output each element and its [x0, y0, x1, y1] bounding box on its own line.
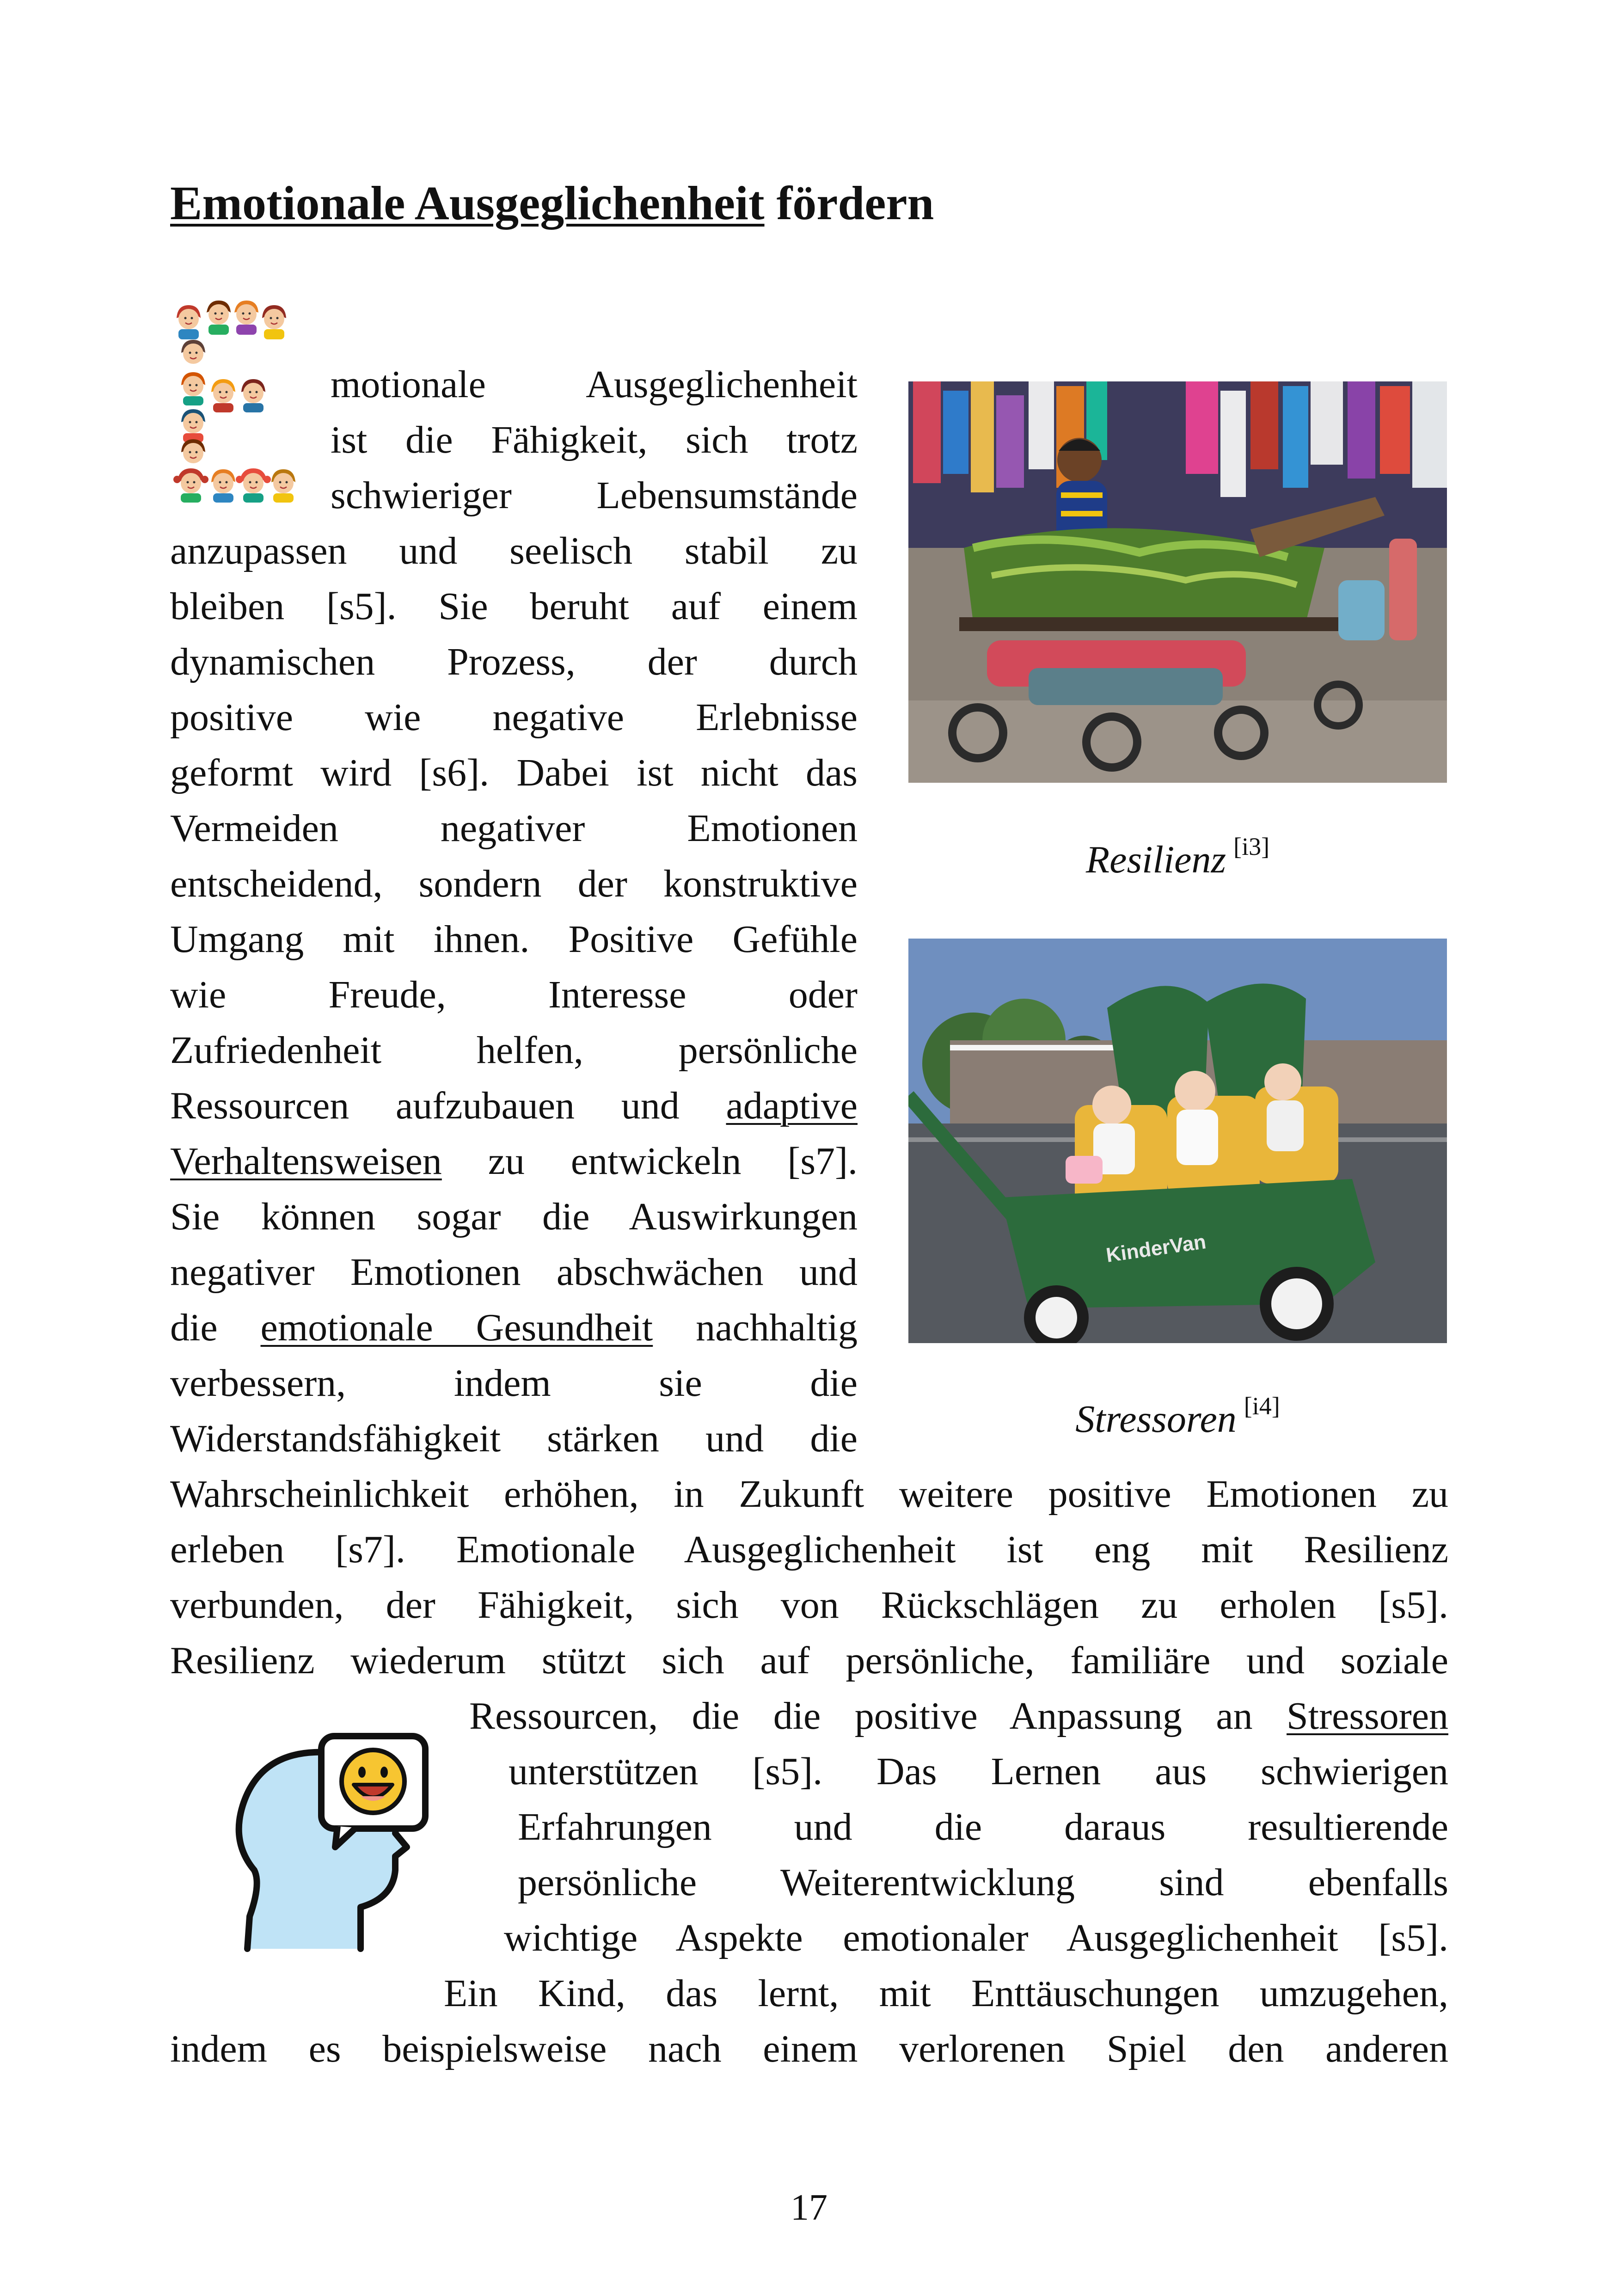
- page-title-underlined: Emotionale Ausgeglichenheit: [170, 177, 765, 230]
- text-line: ist die Fähigkeit, sich trotz: [331, 418, 858, 461]
- text-segment: die: [170, 1306, 218, 1349]
- text-line: bleiben [s5]. Sie beruht auf einem: [170, 585, 858, 628]
- text-line: negativer Emotionen abschwächen und: [170, 1251, 858, 1294]
- text-segment-underlined: emotionale Gesundheit: [260, 1306, 653, 1349]
- stressoren-photo: [908, 939, 1447, 1343]
- text-line: anzupassen und seelisch stabil zu: [170, 529, 858, 572]
- text-line: Ein Kind, das lernt, mit Enttäuschungen umzugehen,: [444, 1972, 1448, 2015]
- text-line: erleben [s7]. Emotionale Ausgeglichenheit ist eng mit Resilienz: [170, 1528, 1448, 1571]
- text-line: persönliche Weiterentwicklung sind ebenfalls: [518, 1861, 1448, 1904]
- text-segment: zu entwickeln [s7].: [488, 1140, 858, 1183]
- resilienz-caption-ref: [i3]: [1233, 833, 1270, 860]
- text-line: Erfahrungen und die daraus resultierende: [518, 1805, 1448, 1848]
- text-line: [170, 1084, 858, 1127]
- text-line: [469, 1694, 1448, 1737]
- text-line: Widerstandsfähigkeit stärken und die: [170, 1417, 858, 1460]
- text-line: Vermeiden negativer Emotionen: [170, 807, 858, 850]
- text-line: Umgang mit ihnen. Positive Gefühle: [170, 918, 858, 961]
- resilienz-caption-text: Resilienz: [1085, 838, 1226, 881]
- text-line: Zufriedenheit helfen, persönliche: [170, 1029, 858, 1072]
- stressoren-caption: [908, 1392, 1447, 1442]
- stressoren-caption-text: Stressoren: [1075, 1398, 1237, 1441]
- stressoren-caption-ref: [i4]: [1244, 1392, 1280, 1420]
- page-title-rest: fördern: [764, 177, 934, 230]
- text-segment-underlined: Verhaltensweisen: [170, 1140, 442, 1183]
- text-line: Sie können sogar die Auswirkungen: [170, 1195, 858, 1238]
- text-line: [170, 1142, 858, 1181]
- text-line: verbunden, der Fähigkeit, sich von Rückschlägen zu erholen [s5].: [170, 1584, 1448, 1627]
- kindervan-logo-text: KinderVan: [1104, 1230, 1207, 1267]
- text-segment: nachhaltig: [696, 1306, 858, 1349]
- page-number: 17: [791, 2187, 827, 2228]
- text-line: geformt wird [s6]. Dabei ist nicht das: [170, 751, 858, 794]
- text-line: unterstützen [s5]. Das Lernen aus schwierigen: [509, 1750, 1448, 1793]
- text-line: wie Freude, Interesse oder: [170, 973, 858, 1016]
- text-line: Resilienz wiederum stützt sich auf persönliche, familiäre und soziale: [170, 1639, 1448, 1682]
- resilienz-caption: [908, 832, 1447, 882]
- text-line: positive wie negative Erlebnisse: [170, 696, 858, 739]
- text-line: indem es beispielsweise nach einem verlorenen Spiel den anderen: [170, 2027, 1448, 2070]
- text-line: wichtige Aspekte emotionaler Ausgeglichenheit [s5].: [504, 1916, 1448, 1959]
- text-line: entscheidend, sondern der konstruktive: [170, 862, 858, 905]
- text-segment: Ressourcen, die die positive Anpassung an: [469, 1694, 1253, 1737]
- text-line: dynamischen Prozess, der durch: [170, 640, 858, 683]
- head-smiley-icon: [222, 1731, 435, 1953]
- page-title: [170, 175, 934, 233]
- drop-cap-children-e-icon: [170, 301, 309, 504]
- text-line: Wahrscheinlichkeit erhöhen, in Zukunft weitere positive Emotionen zu: [170, 1473, 1448, 1516]
- text-line: motionale Ausgeglichenheit: [331, 363, 858, 406]
- text-line: [170, 1308, 858, 1347]
- resilienz-photo: [908, 381, 1447, 783]
- text-segment: Ressourcen aufzubauen und: [170, 1084, 680, 1127]
- text-line: schwieriger Lebensumstände: [331, 474, 858, 517]
- text-segment-underlined: Stressoren: [1287, 1694, 1448, 1737]
- text-segment-underlined: adaptive: [726, 1084, 858, 1127]
- text-line: verbessern, indem sie die: [170, 1362, 858, 1405]
